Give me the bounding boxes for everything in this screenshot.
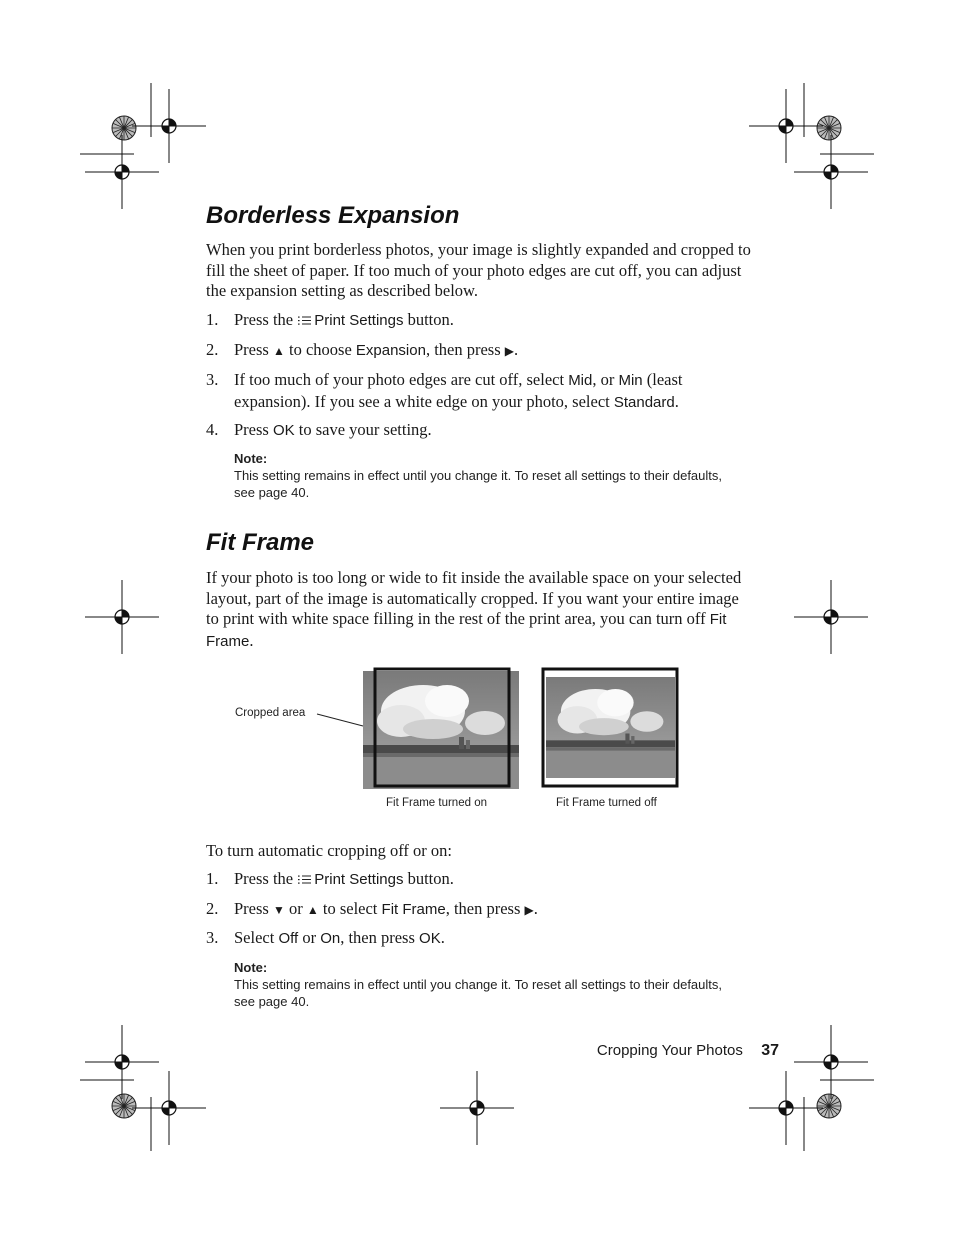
fit-frame-lead: To turn automatic cropping off or on: <box>206 841 452 860</box>
menu-icon <box>297 315 311 326</box>
fit-frame-intro: If your photo is too long or wide to fit inside the available space on your selected layout, part of the image is automatically cropped. If you want your entire image to print with white space filling in the rest of the print area, you can turn off Fit Frame. <box>206 568 742 650</box>
menu-icon <box>297 874 311 885</box>
list-item: 3. If too much of your photo edges are cut off, select Mid, or Min (least expansion). If you see a white edge on your photo, select Standard. <box>206 370 683 411</box>
up-arrow-icon: ▲ <box>272 344 285 358</box>
list-item: 4. Press OK to save your setting. <box>206 420 432 439</box>
note-box <box>234 450 734 501</box>
page-number: 37 <box>761 1042 779 1059</box>
note-box <box>234 959 734 1010</box>
section-title-borderless-expansion: Borderless Expansion <box>206 202 460 229</box>
section-title-fit-frame: Fit Frame <box>206 529 315 556</box>
right-arrow-icon: ▶ <box>504 344 515 358</box>
chapter-title: Cropping Your Photos <box>596 1042 743 1059</box>
note-text: This setting remains in effect until you change it. To reset all settings to their defaults, see page 40. <box>234 468 723 500</box>
list-item: 2. Press ▲ to choose Expansion, then press ▶. <box>206 340 519 359</box>
right-arrow-icon: ▶ <box>524 903 534 917</box>
down-arrow-icon: ▼ <box>272 903 285 917</box>
note-label: Note: <box>234 451 268 466</box>
fit-frame-figure <box>230 660 690 820</box>
page-footer <box>597 1042 779 1060</box>
cropped-area-callout: Cropped area <box>235 707 306 719</box>
list-item: 2. Press ▼ or ▲ to select Fit Frame, then press ▶. <box>206 899 538 918</box>
up-arrow-icon: ▲ <box>306 903 319 917</box>
caption-fit-frame-off: Fit Frame turned off <box>556 797 657 809</box>
list-item: 3. Select Off or On, then press OK. <box>206 928 445 947</box>
list-item: 1. Press the Print Settings button. <box>206 869 454 888</box>
note-text: This setting remains in effect until you change it. To reset all settings to their defaults, see page 40. <box>234 977 723 1009</box>
list-item: 1. Press the Print Settings button. <box>206 310 454 329</box>
borderless-intro: When you print borderless photos, your image is slightly expanded and cropped to fill the sheet of paper. If too much of your photo edges are cut off, you can adjust the expansion setting as described below. <box>206 240 751 300</box>
caption-fit-frame-on: Fit Frame turned on <box>386 797 487 809</box>
note-label: Note: <box>234 960 268 975</box>
